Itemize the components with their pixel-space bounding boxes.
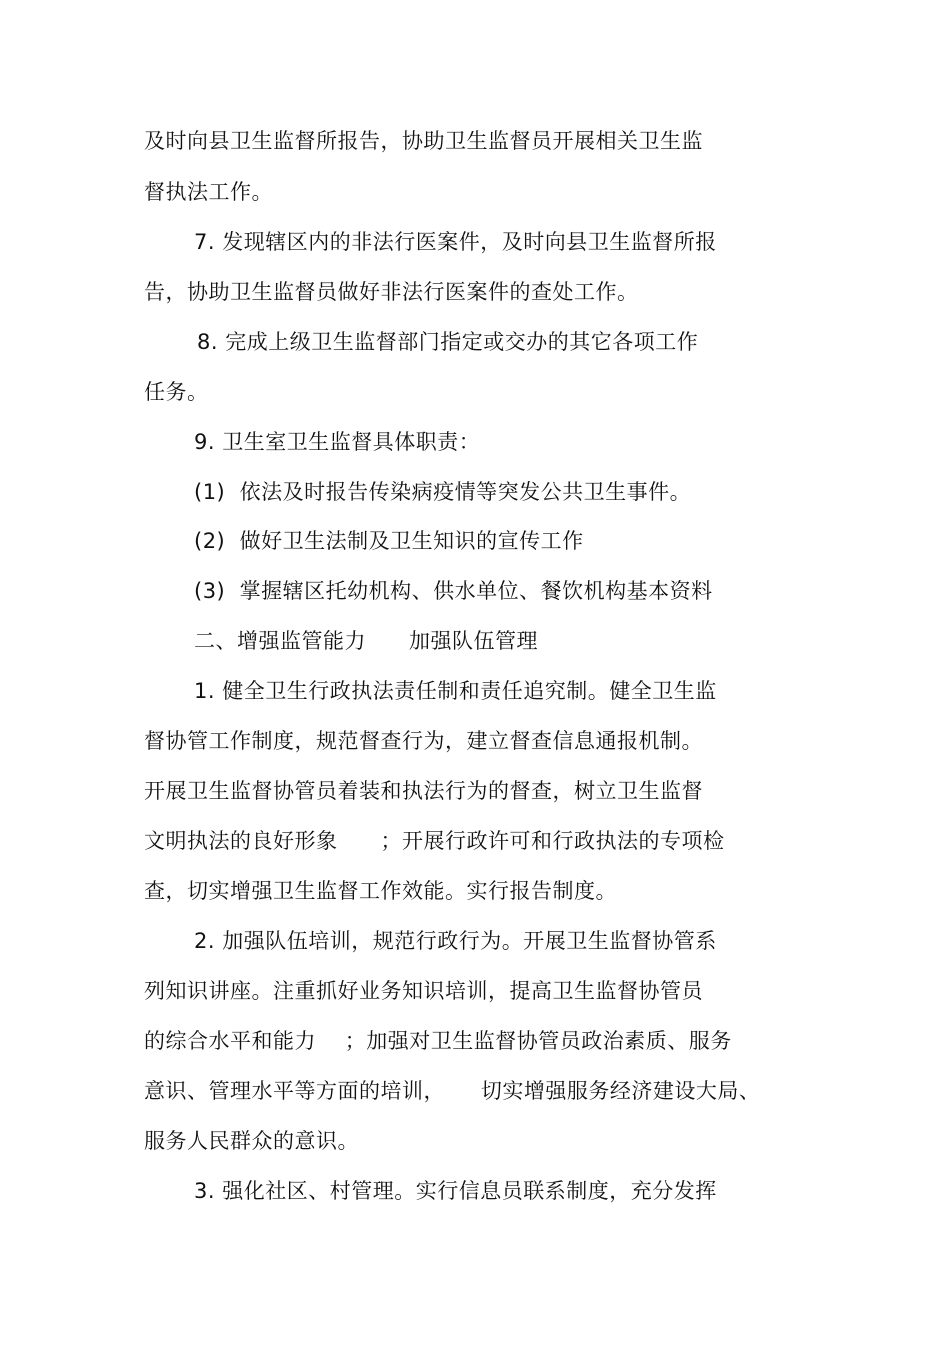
text-line: 列知识讲座。注重抓好业务知识培训，提高卫生监督协管员 [144,979,703,1003]
list-item: (2) 做好卫生法制及卫生知识的宣传工作 [194,529,584,553]
text-line: 1. 健全卫生行政执法责任制和责任追究制。健全卫生监 [194,679,717,703]
text-line: 任务。 [144,380,209,404]
text-line: 3. 强化社区、村管理。实行信息员联系制度，充分发挥 [194,1179,717,1203]
text-line: 的综合水平和能力 ；加强对卫生监督协管员政治素质、服务 [144,1029,732,1053]
text-line: 8. 完成上级卫生监督部门指定或交办的其它各项工作 [197,330,699,354]
section-heading: 二、增强监管能力 加强队伍管理 [194,629,539,653]
text-line: 文明执法的良好形象 ；开展行政许可和行政执法的专项检 [144,829,725,853]
text-line: 意识、管理水平等方面的培训， 切实增强服务经济建设大局、 [144,1079,761,1103]
text-line: 7. 发现辖区内的非法行医案件，及时向县卫生监督所报 [194,230,717,254]
text-line: 督协管工作制度，规范督查行为，建立督查信息通报机制。 [144,729,703,753]
text-line: 查，切实增强卫生监督工作效能。实行报告制度。 [144,879,617,903]
text-line: 2. 加强队伍培训，规范行政行为。开展卫生监督协管系 [194,929,717,953]
text-line: 开展卫生监督协管员着装和执法行为的督查，树立卫生监督 [144,779,703,803]
text-line: 及时向县卫生监督所报告，协助卫生监督员开展相关卫生监 [144,129,703,153]
text-line: 告，协助卫生监督员做好非法行医案件的查处工作。 [144,280,639,304]
text-line: 督执法工作。 [144,180,273,204]
text-line: 9. 卫生室卫生监督具体职责： [194,430,481,454]
list-item: (1) 依法及时报告传染病疫情等突发公共卫生事件。 [194,480,692,504]
list-item: (3) 掌握辖区托幼机构、供水单位、餐饮机构基本资料 [194,579,713,603]
text-line: 服务人民群众的意识。 [144,1129,359,1153]
